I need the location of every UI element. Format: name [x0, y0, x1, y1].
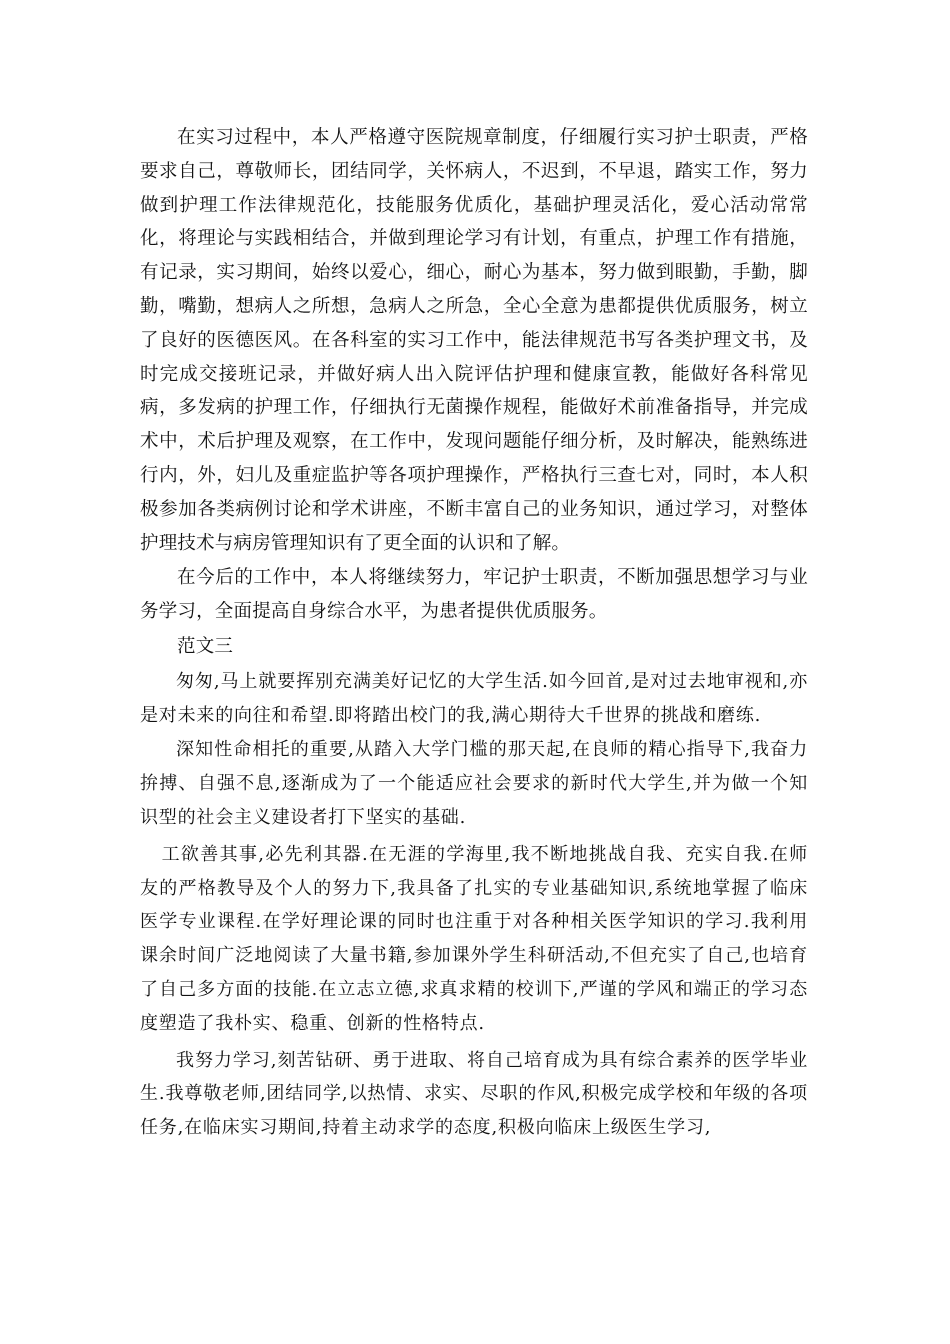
- paragraph-study: 工欲善其事,必先利其器.在无涯的学海里,我不断地挑战自我、充实自我.在师友的严格教导及个人的努力下,我具备了扎实的专业基础知识,系统地掌握了临床医学专业课程.在学好理论课的同时也注重于对各种相关医学知识的学习.我利用课余时间广泛地阅读了大量书籍,参加课外学生科研活动,不但充实了自己,也培育了自己多方面的技能.在立志立德,求真求精的校训下,严谨的学风和端正的学习态度塑造了我朴实、稳重、创新的性格特点.: [140, 843, 808, 1034]
- paragraph-growth: 深知性命相托的重要,从踏入大学门槛的那天起,在良师的精心指导下,我奋力拚搏、自强不息,逐渐成为了一个能适应社会要求的新时代大学生,并为做一个知识型的社会主义建设者打下坚实的基础.: [140, 739, 808, 828]
- paragraph-effort: 我努力学习,刻苦钻研、勇于进取、将自己培育成为具有综合素养的医学毕业生.我尊敬老师,团结同学,以热情、求实、尽职的作风,积极完成学校和年级的各项任务,在临床实习期间,持着主动求学的态度,积极向临床上级医生学习,: [140, 1049, 808, 1139]
- paragraph-internship-duties: 在实习过程中，本人严格遵守医院规章制度，仔细履行实习护士职责，严格要求自己，尊敬师长，团结同学，关怀病人，不迟到，不早退，踏实工作，努力做到护理工作法律规范化，技能服务优质化，基础护理灵活化，爱心活动常常化，将理论与实践相结合，并做到理论学习有计划，有重点，护理工作有措施，有记录，实习期间，始终以爱心，细心，耐心为基本，努力做到眼勤，手勤，脚勤，嘴勤，想病人之所想，急病人之所急，全心全意为患都提供优质服务，树立了良好的医德医风。在各科室的实习工作中，能法律规范书写各类护理文书，及时完成交接班记录，并做好病人出入院评估护理和健康宣教，能做好各科常见病，多发病的护理工作，仔细执行无菌操作规程，能做好术前准备指导，并完成术中，术后护理及观察，在工作中，发现问题能仔细分析，及时解决，能熟练进行内，外，妇儿及重症监护等各项护理操作，严格执行三查七对，同时，本人积极参加各类病例讨论和学术讲座，不断丰富自己的业务知识，通过学习，对整体护理技术与病房管理知识有了更全面的认识和了解。: [140, 127, 808, 554]
- paragraph-future-work: 在今后的工作中，本人将继续努力，牢记护士职责，不断加强思想学习与业务学习，全面提高自身综合水平，为患者提供优质服务。: [140, 567, 808, 623]
- section-heading: 范文三: [177, 635, 234, 657]
- document-body: [140, 121, 808, 1145]
- paragraph-farewell: 匆匆,马上就要挥别充满美好记忆的大学生活.如今回首,是对过去地审视和,亦是对未来的向往和希望.即将踏出校门的我,满心期待大千世界的挑战和磨练.: [140, 670, 808, 726]
